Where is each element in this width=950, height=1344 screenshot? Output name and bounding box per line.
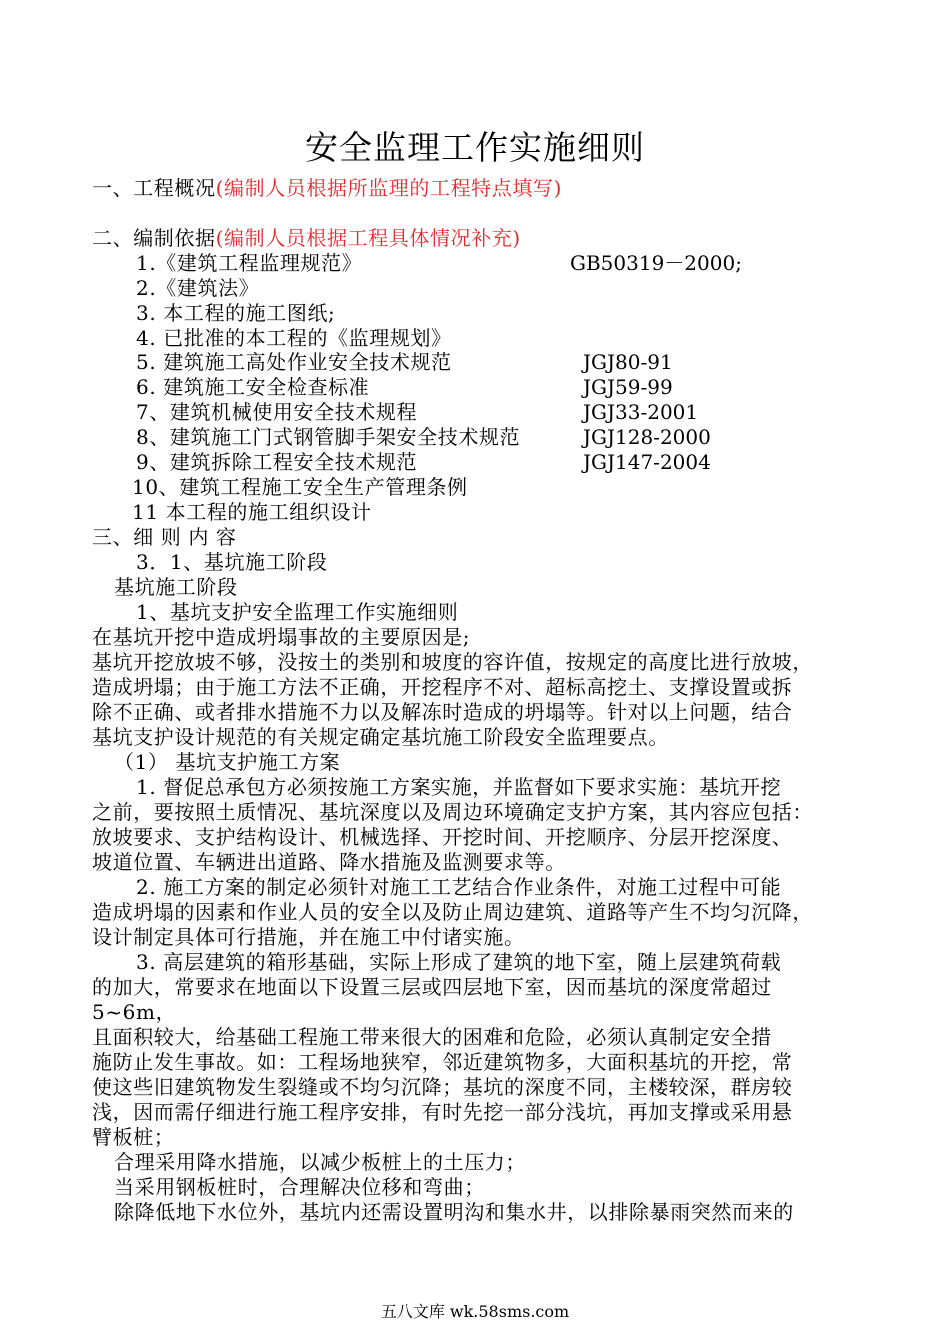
paragraph-line: 的加大，常要求在地面以下设置三层或四层地下室，因而基坑的深度常超过: [92, 975, 772, 999]
basis-item: 10、建筑工程施工安全生产管理条例: [132, 475, 468, 499]
basis-item: 9、建筑拆除工程安全技术规范: [136, 450, 418, 474]
paragraph-line: 之前，要按照土质情况、基坑深度以及周边环境确定支护方案，其内容应包括：: [92, 800, 813, 824]
page-title: 安全监理工作实施细则: [305, 128, 645, 167]
basis-item: 2.《建筑法》: [136, 276, 260, 300]
paragraph-line: 臂板桩；: [92, 1125, 175, 1149]
paragraph-line: 1. 督促总承包方必须按施工方案实施，并监督如下要求实施：基坑开挖: [136, 775, 782, 799]
basis-item: 5. 建筑施工高处作业安全技术规范: [136, 350, 452, 374]
basis-code: JGJ59-99: [583, 375, 673, 399]
section-1-heading-line: [92, 176, 562, 200]
paragraph-line: 浅，因而需仔细进行施工程序安排，有时先挖一部分浅坑，再加支撑或采用悬: [92, 1100, 793, 1124]
basis-item: 6. 建筑施工安全检查标准: [136, 375, 370, 399]
subsection-heading: 3．1、基坑施工阶段: [136, 550, 328, 574]
paragraph-line: 除不正确、或者排水措施不力以及解冻时造成的坍塌等。针对以上问题，结合: [92, 700, 793, 724]
basis-item: 8、建筑施工门式钢管脚手架安全技术规范: [136, 425, 521, 449]
paragraph-line: 施防止发生事故。如：工程场地狭窄，邻近建筑物多，大面积基坑的开挖，常: [92, 1050, 793, 1074]
paragraph-line: 且面积较大，给基础工程施工带来很大的困难和危险，必须认真制定安全措: [92, 1025, 772, 1049]
paragraph-line: 放坡要求、支护结构设计、机械选择、开挖时间、开挖顺序、分层开挖深度、: [92, 825, 793, 849]
paragraph-line: 3. 高层建筑的箱形基础，实际上形成了建筑的地下室，随上层建筑荷载: [136, 950, 782, 974]
section-2-heading: 二、编制依据: [92, 226, 216, 250]
basis-code: JGJ80-91: [583, 350, 673, 374]
subsection-heading: （1） 基坑支护施工方案: [114, 750, 341, 774]
basis-code: GB50319－2000;: [570, 251, 742, 275]
subsection-heading: 基坑施工阶段: [114, 575, 238, 599]
paragraph-line: 除降低地下水位外，基坑内还需设置明沟和集水井，以排除暴雨突然而来的: [114, 1200, 794, 1224]
subsection-heading: 1、基坑支护安全监理工作实施细则: [136, 600, 459, 624]
basis-code: JGJ128-2000: [583, 425, 711, 449]
paragraph-line: 造成坍塌；由于施工方法不正确，开挖程序不对、超标高挖土、支撑设置或拆: [92, 675, 793, 699]
basis-item: 7、建筑机械使用安全技术规程: [136, 400, 418, 424]
section-1-note: (编制人员根据所监理的工程特点填写): [215, 176, 563, 200]
page-footer: 五八文库 wk.58sms.com: [380, 1302, 570, 1321]
paragraph-line: 造成坍塌的因素和作业人员的安全以及防止周边建筑、道路等产生不均匀沉降，: [92, 900, 813, 924]
paragraph-line: 2. 施工方案的制定必须针对施工工艺结合作业条件，对施工过程中可能: [136, 875, 782, 899]
paragraph-line: 在基坑开挖中造成坍塌事故的主要原因是;: [92, 625, 471, 649]
basis-item: 11 本工程的施工组织设计: [132, 500, 372, 524]
paragraph-line: 当采用钢板桩时，合理解决位移和弯曲；: [114, 1175, 485, 1199]
basis-item: 1.《建筑工程监理规范》: [136, 251, 363, 275]
paragraph-line: 使这些旧建筑物发生裂缝或不均匀沉降；基坑的深度不同，主楼较深，群房较: [92, 1075, 793, 1099]
section-2-note: (编制人员根据工程具体情况补充): [215, 226, 521, 250]
paragraph-line: 5~6m，: [92, 1000, 177, 1024]
basis-item: 4. 已批准的本工程的《监理规划》: [136, 326, 452, 350]
paragraph-line: 坡道位置、车辆进出道路、降水措施及监测要求等。: [92, 850, 566, 874]
paragraph-line: 基坑开挖放坡不够，没按土的类别和坡度的容许值，按规定的高度比进行放坡，: [92, 650, 813, 674]
section-2-heading-line: [92, 226, 521, 250]
section-3-heading: 三、细 则 内 容: [92, 525, 237, 549]
basis-item: 3. 本工程的施工图纸;: [136, 301, 336, 325]
paragraph-line: 设计制定具体可行措施，并在施工中付诸实施。: [92, 925, 525, 949]
basis-code: JGJ147-2004: [583, 450, 711, 474]
section-1-heading: 一、工程概况: [92, 176, 216, 200]
paragraph-line: 基坑支护设计规范的有关规定确定基坑施工阶段安全监理要点。: [92, 725, 669, 749]
paragraph-line: 合理采用降水措施，以减少板桩上的土压力；: [114, 1150, 526, 1174]
basis-code: JGJ33-2001: [583, 400, 699, 424]
